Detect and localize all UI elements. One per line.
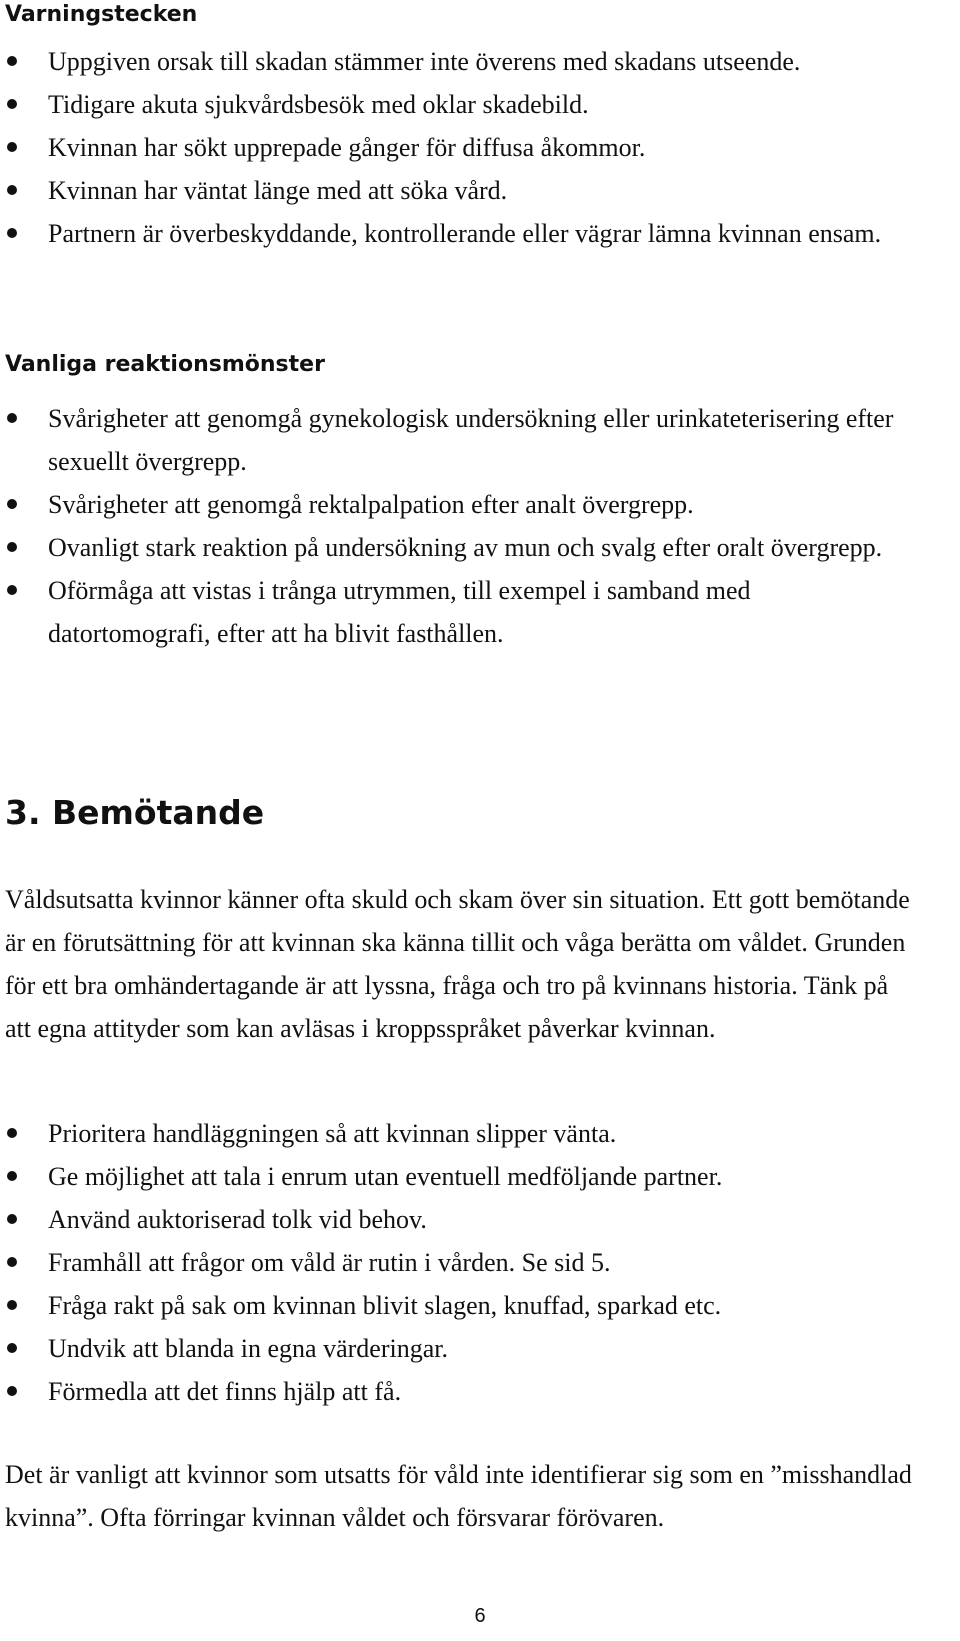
list-item-text: Ge möjlighet att tala i enrum utan eventuell medföljande partner.: [48, 1162, 723, 1191]
list-item-text: Framhåll att frågor om våld är rutin i vården. Se sid 5.: [48, 1248, 611, 1277]
bullet-icon: [7, 228, 17, 238]
bullet-icon: [7, 56, 17, 66]
list-item: [0, 212, 915, 255]
list-item: [0, 1284, 915, 1327]
list-item: [0, 483, 915, 526]
list-item: [0, 569, 915, 655]
bullet-icon: [7, 1386, 17, 1396]
bullet-icon: [7, 413, 17, 423]
warning-signs-list: [0, 40, 915, 255]
bullet-icon: [7, 1343, 17, 1353]
list-item: [0, 169, 915, 212]
bullet-icon: [7, 542, 17, 552]
list-item-text: Kvinnan har väntat länge med att söka vård.: [48, 176, 508, 205]
bullet-icon: [7, 1257, 17, 1267]
bullet-icon: [7, 1128, 17, 1138]
list-item: [0, 1112, 915, 1155]
list-item-text: Kvinnan har sökt upprepade gånger för diffusa åkommor.: [48, 133, 646, 162]
list-item-text: Förmedla att det finns hjälp att få.: [48, 1377, 402, 1406]
list-item: [0, 83, 915, 126]
list-item-text: Oförmåga att vistas i trånga utrymmen, till exempel i samband med datortomografi, efter att ha blivit fasthållen.: [48, 576, 751, 648]
list-item-text: Fråga rakt på sak om kvinnan blivit slagen, knuffad, sparkad etc.: [48, 1291, 722, 1320]
bullet-icon: [7, 185, 17, 195]
heading-reaction-patterns: Vanliga reaktionsmönster: [5, 352, 325, 377]
treatment-list: [0, 1112, 915, 1413]
list-item-text: Använd auktoriserad tolk vid behov.: [48, 1205, 427, 1234]
section-title-treatment: 3. Bemötande: [5, 793, 265, 832]
list-item: [0, 1155, 915, 1198]
list-item-text: Undvik att blanda in egna värderingar.: [48, 1334, 448, 1363]
page-number: 6: [474, 1605, 486, 1627]
list-item-text: Uppgiven orsak till skadan stämmer inte överens med skadans utseende.: [48, 47, 801, 76]
list-item: [0, 126, 915, 169]
list-item: [0, 397, 915, 483]
list-item: [0, 1198, 915, 1241]
list-item-text: Ovanligt stark reaktion på undersökning av mun och svalg efter oralt övergrepp.: [48, 533, 883, 562]
bullet-icon: [7, 499, 17, 509]
heading-warning-signs: Varningstecken: [5, 2, 198, 27]
reaction-patterns-list: [0, 397, 915, 655]
closing-paragraph: Det är vanligt att kvinnor som utsatts för våld inte identifierar sig som en ”misshandlad kvinna”. Ofta förringar kvinnan våldet och försvarar förövaren.: [5, 1460, 912, 1532]
bullet-icon: [7, 1214, 17, 1224]
list-item: [0, 1370, 915, 1413]
bullet-icon: [7, 99, 17, 109]
list-item: [0, 526, 915, 569]
list-item-text: Svårigheter att genomgå gynekologisk undersökning eller urinkateterisering efter sexuellt övergrepp.: [48, 404, 894, 476]
bullet-icon: [7, 1171, 17, 1181]
list-item-text: Prioritera handläggningen så att kvinnan slipper vänta.: [48, 1119, 617, 1148]
list-item: [0, 40, 915, 83]
treatment-intro-paragraph: Våldsutsatta kvinnor känner ofta skuld och skam över sin situation. Ett gott bemötande är en förutsättning för att kvinnan ska känna tillit och våga berätta om våldet. Grunden för ett bra omhändertagande är att lyssna, fråga och tro på kvinnans historia. Tänk på att egna attityder som kan avläsas i kroppsspråket påverkar kvinnan.: [5, 885, 910, 1043]
list-item: [0, 1241, 915, 1284]
bullet-icon: [7, 1300, 17, 1310]
bullet-icon: [7, 142, 17, 152]
list-item: [0, 1327, 915, 1370]
list-item-text: Tidigare akuta sjukvårdsbesök med oklar skadebild.: [48, 90, 589, 119]
list-item-text: Partnern är överbeskyddande, kontrollerande eller vägrar lämna kvinnan ensam.: [48, 219, 882, 248]
list-item-text: Svårigheter att genomgå rektalpalpation efter analt övergrepp.: [48, 490, 694, 519]
bullet-icon: [7, 585, 17, 595]
